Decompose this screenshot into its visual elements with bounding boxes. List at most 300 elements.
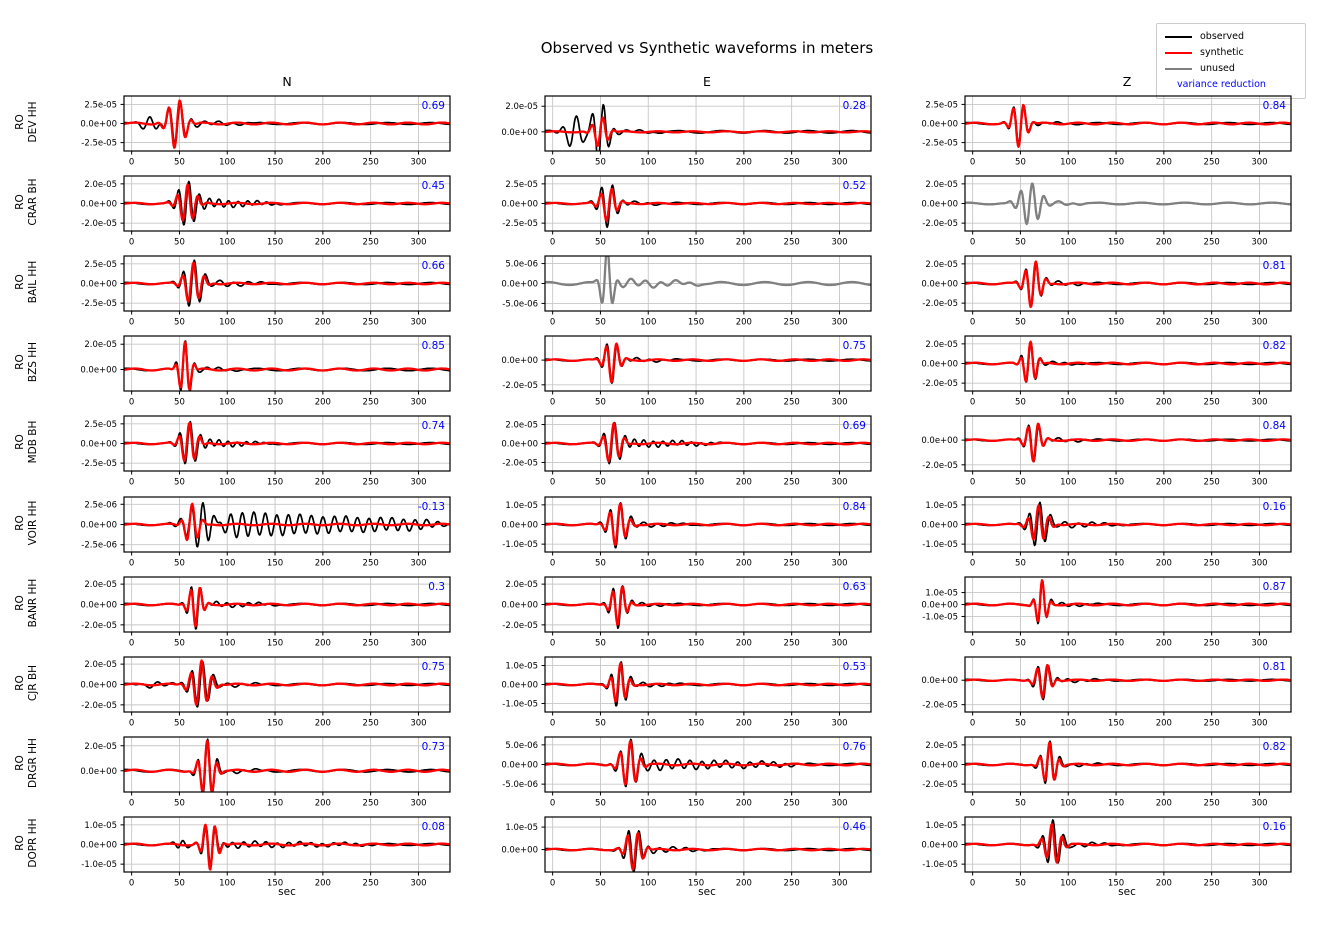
x-tick-label: 250 <box>362 477 379 488</box>
y-tick-label: 1.0e-05 <box>925 500 958 511</box>
synthetic-trace <box>124 342 450 389</box>
x-tick-label: 150 <box>687 798 705 809</box>
x-tick-label: 250 <box>783 317 800 328</box>
x-tick-label: 50 <box>1015 157 1026 168</box>
x-tick-label: 300 <box>410 157 427 168</box>
subplot-cjr-bh-e <box>467 649 877 729</box>
y-tick-label: 1.0e-05 <box>505 661 538 672</box>
x-tick-label: 200 <box>314 798 331 809</box>
variance-reduction-value: 0.75 <box>842 340 866 352</box>
y-tick-label: 0.0e+00 <box>921 600 958 611</box>
x-tick-label: 200 <box>735 798 752 809</box>
x-tick-label: 50 <box>595 237 606 248</box>
x-tick-label: 150 <box>1107 798 1125 809</box>
network-code: RO <box>14 595 26 611</box>
x-tick-label: 300 <box>831 157 848 168</box>
x-tick-label: 0 <box>549 237 556 248</box>
x-tick-label: 150 <box>266 718 284 729</box>
x-tick-label: 250 <box>1203 397 1220 408</box>
x-tick-label: 100 <box>219 718 236 729</box>
x-tick-label: 100 <box>219 638 236 649</box>
variance-reduction-value: 0.16 <box>1262 821 1286 833</box>
x-tick-label: 100 <box>1060 397 1077 408</box>
x-tick-label: 300 <box>1251 718 1268 729</box>
x-tick-label: 50 <box>174 878 185 889</box>
y-tick-label: 2.0e-05 <box>84 580 117 591</box>
x-tick-label: 150 <box>1107 397 1125 408</box>
y-tick-label: 0.0e+00 <box>80 680 117 691</box>
y-tick-label: 0.0e+00 <box>921 840 958 851</box>
x-tick-label: 50 <box>174 157 185 168</box>
x-tick-label: 200 <box>314 878 331 889</box>
x-tick-label: 250 <box>1203 638 1220 649</box>
x-tick-label: 200 <box>735 878 752 889</box>
x-tick-label: 0 <box>549 157 556 168</box>
x-axis-label-n: sec <box>278 886 296 898</box>
x-tick-label: 100 <box>640 397 657 408</box>
synthetic-trace <box>545 344 871 382</box>
y-tick-label: 0.0e+00 <box>921 199 958 210</box>
synthetic-trace <box>965 424 1291 462</box>
column-header-e: E <box>703 74 711 89</box>
y-tick-label: 1.0e-05 <box>925 588 958 599</box>
x-tick-label: 150 <box>687 157 705 168</box>
subplot-cjr-bh-z <box>887 649 1297 729</box>
x-tick-label: 50 <box>1015 477 1026 488</box>
y-tick-label: -2.0e-05 <box>81 620 117 631</box>
y-tick-label: 2.0e-05 <box>505 102 538 113</box>
x-tick-label: 200 <box>1155 397 1172 408</box>
station-code: BZS HH <box>27 341 39 383</box>
y-tick-label: -1.0e-05 <box>502 699 538 710</box>
observed-trace <box>124 739 450 795</box>
x-tick-label: 100 <box>1060 638 1077 649</box>
x-tick-label: 250 <box>1203 317 1220 328</box>
x-tick-label: 300 <box>1251 157 1268 168</box>
y-tick-label: -2.0e-05 <box>922 700 958 711</box>
variance-reduction-value: 0.84 <box>1262 420 1286 432</box>
station-label-mdb-bh <box>14 400 40 484</box>
subplot-bzs-hh-z <box>887 328 1297 408</box>
variance-reduction-value: 0.82 <box>1262 340 1286 352</box>
x-tick-label: 50 <box>1015 638 1026 649</box>
x-tick-label: 100 <box>1060 878 1077 889</box>
y-tick-label: -1.0e-05 <box>922 860 958 871</box>
network-code: RO <box>14 755 26 771</box>
network-code: RO <box>14 675 26 691</box>
legend-label-variance-reduction: variance reduction <box>1177 79 1266 91</box>
x-tick-label: 200 <box>314 638 331 649</box>
variance-reduction-value: 0.84 <box>1262 100 1286 112</box>
x-tick-label: 150 <box>266 638 284 649</box>
variance-reduction-value: 0.74 <box>421 420 445 432</box>
variance-reduction-value: -0.13 <box>417 501 445 513</box>
x-tick-label: 150 <box>266 798 284 809</box>
x-tick-label: 50 <box>1015 798 1026 809</box>
variance-reduction-value: 0.76 <box>842 741 866 753</box>
synthetic-trace <box>124 588 450 626</box>
column-header-z: Z <box>1122 74 1132 89</box>
x-tick-label: 200 <box>735 157 752 168</box>
x-tick-label: 200 <box>1155 638 1172 649</box>
x-tick-label: 300 <box>831 878 848 889</box>
x-tick-label: 300 <box>831 798 848 809</box>
x-tick-label: 250 <box>783 718 800 729</box>
x-tick-label: 150 <box>1107 157 1125 168</box>
variance-reduction-value: 0.08 <box>421 821 445 833</box>
network-code: RO <box>14 835 26 851</box>
x-tick-label: 200 <box>1155 718 1172 729</box>
x-tick-label: 200 <box>1155 798 1172 809</box>
x-axis-label-z: sec <box>1118 886 1136 898</box>
y-tick-label: 0.0e+00 <box>80 439 117 450</box>
y-tick-label: -2.5e-05 <box>81 459 117 470</box>
x-tick-label: 0 <box>549 798 556 809</box>
x-tick-label: 300 <box>1251 237 1268 248</box>
x-tick-label: 50 <box>595 798 606 809</box>
x-tick-label: 0 <box>128 157 135 168</box>
x-tick-label: 250 <box>783 798 800 809</box>
y-tick-label: 0.0e+00 <box>921 119 958 130</box>
y-tick-label: -2.0e-05 <box>922 379 958 390</box>
y-tick-label: 0.0e+00 <box>501 127 538 138</box>
x-tick-label: 0 <box>969 638 976 649</box>
x-tick-label: 0 <box>549 477 556 488</box>
x-tick-label: 0 <box>128 718 135 729</box>
x-tick-label: 150 <box>687 397 705 408</box>
subplot-voir-hh-n <box>46 489 456 569</box>
x-tick-label: 100 <box>219 477 236 488</box>
x-tick-label: 50 <box>174 237 185 248</box>
x-tick-label: 50 <box>174 718 185 729</box>
variance-reduction-value: 0.69 <box>421 100 445 112</box>
x-tick-label: 150 <box>266 878 284 889</box>
synthetic-trace <box>965 105 1291 147</box>
x-tick-label: 250 <box>1203 558 1220 569</box>
x-tick-label: 300 <box>831 718 848 729</box>
x-tick-label: 0 <box>549 317 556 328</box>
x-tick-label: 250 <box>1203 878 1220 889</box>
x-tick-label: 50 <box>1015 317 1026 328</box>
variance-reduction-value: 0.16 <box>1262 501 1286 513</box>
legend-label-unused: unused <box>1200 63 1235 75</box>
y-tick-label: 0.0e+00 <box>501 279 538 290</box>
x-tick-label: 150 <box>1107 477 1125 488</box>
x-tick-label: 50 <box>595 157 606 168</box>
x-tick-label: 50 <box>174 477 185 488</box>
variance-reduction-value: 0.73 <box>421 741 445 753</box>
legend-entry-synthetic <box>1165 45 1297 61</box>
y-tick-label: 0.0e+00 <box>501 199 538 210</box>
x-tick-label: 150 <box>687 558 705 569</box>
station-code: BAIL HH <box>27 260 39 304</box>
x-tick-label: 100 <box>219 558 236 569</box>
y-tick-label: 2.0e-05 <box>925 339 958 350</box>
variance-reduction-value: 0.46 <box>842 821 866 833</box>
x-tick-label: 50 <box>174 397 185 408</box>
x-tick-label: 100 <box>640 718 657 729</box>
x-tick-label: 250 <box>783 878 800 889</box>
network-code: RO <box>14 434 26 450</box>
station-code: MDB BH <box>27 420 39 464</box>
axes-frame <box>965 416 1291 471</box>
x-tick-label: 200 <box>314 157 331 168</box>
variance-reduction-value: 0.45 <box>421 180 445 192</box>
x-tick-label: 250 <box>362 317 379 328</box>
y-tick-label: -2.5e-05 <box>502 219 538 230</box>
x-tick-label: 250 <box>783 477 800 488</box>
x-tick-label: 50 <box>174 638 185 649</box>
x-tick-label: 100 <box>640 157 657 168</box>
x-tick-label: 200 <box>314 558 331 569</box>
x-tick-label: 150 <box>1107 878 1125 889</box>
x-tick-label: 150 <box>1107 558 1125 569</box>
x-tick-label: 150 <box>1107 237 1125 248</box>
axes-frame <box>545 817 871 872</box>
column-header-n: N <box>282 74 292 89</box>
x-tick-label: 300 <box>410 878 427 889</box>
legend-entry-unused <box>1165 61 1297 77</box>
x-tick-label: 250 <box>1203 157 1220 168</box>
subplot-drgr-hh-z <box>887 729 1297 809</box>
x-tick-label: 200 <box>735 718 752 729</box>
y-tick-label: 0.0e+00 <box>501 680 538 691</box>
x-tick-label: 0 <box>969 397 976 408</box>
observed-trace <box>965 820 1291 863</box>
y-tick-label: 2.0e-05 <box>505 580 538 591</box>
y-tick-label: 2.0e-05 <box>84 179 117 190</box>
subplot-bzs-hh-n <box>46 328 456 408</box>
x-tick-label: 300 <box>1251 558 1268 569</box>
x-tick-label: 250 <box>783 397 800 408</box>
x-tick-label: 250 <box>1203 477 1220 488</box>
subplot-cjr-bh-n <box>46 649 456 729</box>
x-tick-label: 200 <box>1155 317 1172 328</box>
y-tick-label: 2.5e-05 <box>505 179 538 190</box>
x-tick-label: 100 <box>640 477 657 488</box>
subplot-voir-hh-e <box>467 489 877 569</box>
variance-reduction-value: 0.85 <box>421 340 445 352</box>
synthetic-trace <box>965 506 1291 540</box>
synthetic-trace <box>124 741 450 792</box>
y-tick-label: 2.5e-05 <box>925 100 958 111</box>
x-tick-label: 150 <box>266 397 284 408</box>
y-tick-label: -2.0e-05 <box>502 620 538 631</box>
observed-line-icon <box>1165 36 1192 39</box>
x-tick-label: 250 <box>362 237 379 248</box>
x-tick-label: 0 <box>969 237 976 248</box>
x-tick-label: 300 <box>831 397 848 408</box>
variance-reduction-value: 0.87 <box>1262 581 1286 593</box>
y-tick-label: -2.5e-05 <box>81 138 117 149</box>
x-tick-label: 150 <box>1107 718 1125 729</box>
y-tick-label: 0.0e+00 <box>80 600 117 611</box>
x-tick-label: 300 <box>831 477 848 488</box>
x-tick-label: 0 <box>549 718 556 729</box>
network-code: RO <box>14 354 26 370</box>
x-tick-label: 300 <box>831 638 848 649</box>
x-tick-label: 300 <box>1251 638 1268 649</box>
station-label-banr-hh <box>14 561 40 645</box>
station-label-cjr-bh <box>14 641 40 725</box>
subplot-dev-hh-e <box>467 88 877 168</box>
x-tick-label: 0 <box>549 558 556 569</box>
x-tick-label: 250 <box>362 718 379 729</box>
variance-reduction-value: 0.81 <box>1262 661 1286 673</box>
y-tick-label: 0.0e+00 <box>501 439 538 450</box>
x-tick-label: 250 <box>1203 237 1220 248</box>
x-tick-label: 100 <box>1060 798 1077 809</box>
x-tick-label: 300 <box>1251 477 1268 488</box>
x-tick-label: 200 <box>314 477 331 488</box>
x-tick-label: 0 <box>969 477 976 488</box>
x-tick-label: 200 <box>735 397 752 408</box>
x-tick-label: 100 <box>1060 157 1077 168</box>
station-code: DRGR HH <box>27 738 39 788</box>
x-tick-label: 100 <box>219 798 236 809</box>
unused-trace <box>965 184 1291 224</box>
x-tick-label: 0 <box>128 558 135 569</box>
y-tick-label: 0.0e+00 <box>501 760 538 771</box>
x-tick-label: 100 <box>1060 317 1077 328</box>
observed-trace <box>965 665 1291 699</box>
x-tick-label: 250 <box>362 157 379 168</box>
axes-frame <box>965 657 1291 712</box>
subplot-banr-hh-n <box>46 569 456 649</box>
x-tick-label: 150 <box>687 317 705 328</box>
x-tick-label: 100 <box>219 237 236 248</box>
x-tick-label: 150 <box>266 558 284 569</box>
subplot-bail-hh-n <box>46 248 456 328</box>
y-tick-label: 0.0e+00 <box>80 365 117 376</box>
variance-reduction-value: 0.63 <box>842 581 866 593</box>
x-tick-label: 200 <box>314 237 331 248</box>
variance-reduction-value: 0.75 <box>421 661 445 673</box>
x-tick-label: 300 <box>410 638 427 649</box>
x-tick-label: 200 <box>1155 878 1172 889</box>
x-tick-label: 50 <box>595 397 606 408</box>
axes-frame <box>545 336 871 391</box>
x-tick-label: 100 <box>219 157 236 168</box>
x-tick-label: 200 <box>1155 477 1172 488</box>
x-tick-label: 150 <box>687 878 705 889</box>
variance-reduction-value: 0.53 <box>842 661 866 673</box>
x-tick-label: 200 <box>735 237 752 248</box>
subplot-banr-hh-z <box>887 569 1297 649</box>
x-tick-label: 100 <box>640 237 657 248</box>
x-tick-label: 300 <box>410 317 427 328</box>
observed-trace <box>965 741 1291 783</box>
station-label-voir-hh <box>14 481 40 565</box>
x-tick-label: 100 <box>640 878 657 889</box>
y-tick-label: 1.0e-05 <box>84 820 117 831</box>
y-tick-label: 2.0e-05 <box>925 259 958 270</box>
x-tick-label: 100 <box>219 397 236 408</box>
x-tick-label: 50 <box>174 558 185 569</box>
subplot-crar-bh-n <box>46 168 456 248</box>
station-code: VOIR HH <box>27 500 39 546</box>
y-tick-label: 0.0e+00 <box>80 199 117 210</box>
legend-entry-observed <box>1165 29 1297 45</box>
subplot-dev-hh-z <box>887 88 1297 168</box>
synthetic-trace <box>965 665 1291 698</box>
network-code: RO <box>14 114 26 130</box>
x-tick-label: 200 <box>314 397 331 408</box>
y-tick-label: -2.5e-05 <box>81 299 117 310</box>
x-tick-label: 250 <box>362 878 379 889</box>
y-tick-label: 2.5e-05 <box>84 419 117 430</box>
x-tick-label: 100 <box>219 317 236 328</box>
x-axis-label-e: sec <box>698 886 716 898</box>
x-tick-label: 250 <box>362 558 379 569</box>
x-tick-label: 0 <box>128 638 135 649</box>
subplot-voir-hh-z <box>887 489 1297 569</box>
x-tick-label: 100 <box>1060 477 1077 488</box>
synthetic-trace <box>965 580 1291 621</box>
x-tick-label: 200 <box>1155 157 1172 168</box>
variance-reduction-value: 0.52 <box>842 180 866 192</box>
variance-reduction-value: 0.3 <box>428 581 445 593</box>
x-tick-label: 300 <box>1251 798 1268 809</box>
y-tick-label: -2.5e-06 <box>81 540 117 551</box>
y-tick-label: -2.0e-05 <box>81 700 117 711</box>
subplot-dopr-hh-e <box>467 809 877 889</box>
subplot-drgr-hh-n <box>46 729 456 809</box>
y-tick-label: 0.0e+00 <box>501 356 538 367</box>
x-tick-label: 300 <box>410 397 427 408</box>
x-tick-label: 50 <box>174 317 185 328</box>
y-tick-label: 0.0e+00 <box>80 520 117 531</box>
x-tick-label: 300 <box>831 558 848 569</box>
subplot-mdb-bh-n <box>46 408 456 488</box>
x-tick-label: 150 <box>266 237 284 248</box>
y-tick-label: -5.0e-06 <box>502 780 538 791</box>
subplot-drgr-hh-e <box>467 729 877 809</box>
x-tick-label: 150 <box>1107 317 1125 328</box>
synthetic-trace <box>545 423 871 461</box>
x-tick-label: 200 <box>735 317 752 328</box>
y-tick-label: -2.0e-05 <box>922 460 958 471</box>
x-tick-label: 300 <box>1251 317 1268 328</box>
x-tick-label: 150 <box>1107 638 1125 649</box>
station-label-dopr-hh <box>14 801 40 885</box>
y-tick-label: 0.0e+00 <box>501 600 538 611</box>
x-tick-label: 100 <box>1060 718 1077 729</box>
station-code: CRAR BH <box>27 178 39 226</box>
y-tick-label: 5.0e-06 <box>505 740 538 751</box>
y-tick-label: 0.0e+00 <box>501 845 538 856</box>
y-tick-label: 0.0e+00 <box>80 279 117 290</box>
x-tick-label: 0 <box>128 237 135 248</box>
y-tick-label: 0.0e+00 <box>921 760 958 771</box>
station-code: DOPR HH <box>27 818 39 868</box>
y-tick-label: 2.0e-05 <box>84 340 117 351</box>
y-tick-label: 2.5e-05 <box>84 259 117 270</box>
x-tick-label: 0 <box>128 397 135 408</box>
x-tick-label: 200 <box>1155 237 1172 248</box>
x-tick-label: 50 <box>595 477 606 488</box>
y-tick-label: 2.0e-05 <box>84 741 117 752</box>
subplot-crar-bh-e <box>467 168 877 248</box>
x-tick-label: 200 <box>735 477 752 488</box>
synthetic-trace <box>124 185 450 221</box>
y-tick-label: 2.0e-05 <box>505 420 538 431</box>
x-tick-label: 250 <box>362 638 379 649</box>
synthetic-trace <box>545 833 871 869</box>
network-code: RO <box>14 515 26 531</box>
x-tick-label: 250 <box>783 237 800 248</box>
y-tick-label: -2.5e-05 <box>922 138 958 149</box>
